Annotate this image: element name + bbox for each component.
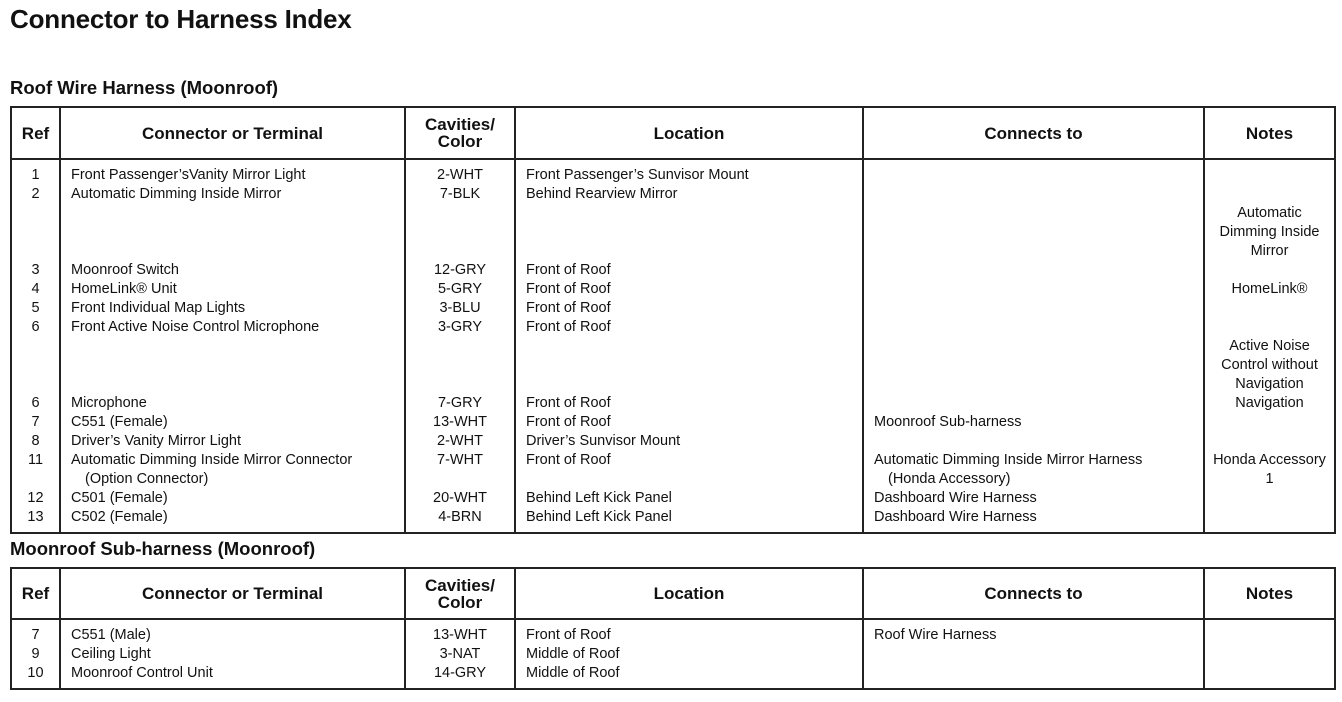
cell-location: Behind Left Kick Panel [515,489,863,508]
notes-text: Honda Accessory [1213,452,1326,468]
cell-cavities: 2-WHT [405,432,515,451]
notes-spacer [1207,185,1332,204]
cell-location: Front of Roof [515,394,863,413]
cell-notes [1204,451,1335,489]
cell-connector [60,280,405,299]
table-row [11,619,1335,645]
notes-text: Dimming Inside [1219,224,1320,240]
cavities-header-line2: Color [437,592,483,612]
connects-to-text: Automatic Dimming Inside Mirror Harness [874,452,1143,468]
moonroof-sub-harness-rows [11,619,1335,689]
column-header-notes: Notes [1204,568,1335,619]
table-row [11,413,1335,432]
table-row [11,185,1335,261]
notes-text: Navigation [1235,395,1304,411]
column-header-connector: Connector or Terminal [60,107,405,159]
cell-ref: 10 [11,664,60,689]
cell-connects-to [863,159,1204,185]
connects-to-text: Roof Wire Harness [874,627,997,643]
connector-name: Microphone [71,395,147,411]
cell-ref: 6 [11,318,60,394]
cell-cavities: 2-WHT [405,159,515,185]
connector-name: C501 (Female) [71,490,168,506]
cell-connects-to [863,299,1204,318]
cell-location: Front of Roof [515,280,863,299]
column-header-cavities [405,107,515,159]
column-header-notes: Notes [1204,107,1335,159]
cell-ref: 9 [11,645,60,664]
cell-location: Middle of Roof [515,664,863,689]
connector-name: Automatic Dimming Inside Mirror Connector [71,452,353,468]
cell-connector [60,432,405,451]
cell-location: Front of Roof [515,413,863,432]
table-row [11,664,1335,689]
cell-location: Behind Left Kick Panel [515,508,863,533]
connector-name: Ceiling Light [71,646,151,662]
connector-name: C551 (Male) [71,627,151,643]
cell-cavities: 3-GRY [405,318,515,394]
cell-ref: 4 [11,280,60,299]
cell-ref: 1 [11,159,60,185]
cell-connects-to [863,413,1204,432]
section-title-roof-wire-harness: Roof Wire Harness (Moonroof) [10,77,279,98]
connector-name: HomeLink® Unit [71,281,177,297]
cell-connector [60,508,405,533]
connects-to-text: Dashboard Wire Harness [874,509,1037,525]
cell-connector [60,451,405,489]
cell-ref: 7 [11,619,60,645]
cell-connector [60,489,405,508]
cell-notes [1204,645,1335,664]
cell-cavities: 7-GRY [405,394,515,413]
cell-cavities: 12-GRY [405,261,515,280]
cell-notes [1204,159,1335,185]
cell-ref: 5 [11,299,60,318]
cell-location: Front of Roof [515,619,863,645]
cell-connector [60,413,405,432]
column-header-ref: Ref [11,107,60,159]
cell-location: Front of Roof [515,318,863,394]
cell-cavities: 13-WHT [405,413,515,432]
cell-connects-to [863,664,1204,689]
column-header-connects-to: Connects to [863,568,1204,619]
roof-wire-harness-table [10,106,1336,534]
notes-text: Control without [1221,357,1318,373]
cell-notes [1204,432,1335,451]
cell-ref: 8 [11,432,60,451]
cell-ref: 2 [11,185,60,261]
cell-notes [1204,664,1335,689]
cell-ref: 11 [11,451,60,489]
notes-text: Mirror [1250,243,1289,259]
cell-ref: 12 [11,489,60,508]
connector-name: Front Passenger’sVanity Mirror Light [71,167,306,183]
table-header-row [11,107,1335,159]
cell-connects-to [863,619,1204,645]
connects-to-text: Dashboard Wire Harness [874,490,1037,506]
cell-notes [1204,299,1335,318]
cell-ref: 6 [11,394,60,413]
notes-text: Automatic [1237,205,1302,221]
connector-name: Moonroof Switch [71,262,179,278]
table-row [11,280,1335,299]
column-header-connects-to: Connects to [863,107,1204,159]
cell-location: Behind Rearview Mirror [515,185,863,261]
table-row [11,318,1335,394]
connects-to-text: Moonroof Sub-harness [874,414,1022,430]
table-header-row [11,568,1335,619]
table-row [11,261,1335,280]
table-row [11,394,1335,413]
cell-connector [60,318,405,394]
connector-name: Driver’s Vanity Mirror Light [71,433,242,449]
column-header-ref: Ref [11,568,60,619]
moonroof-sub-harness-table [10,567,1336,690]
roof-wire-harness-rows [11,159,1335,533]
cell-connector [60,619,405,645]
table-row [11,489,1335,508]
cell-cavities: 20-WHT [405,489,515,508]
cell-ref: 7 [11,413,60,432]
table-row [11,159,1335,185]
cell-connector [60,159,405,185]
cavities-header-line1: Cavities/ [425,575,495,595]
cell-cavities: 7-WHT [405,451,515,489]
cell-location: Middle of Roof [515,645,863,664]
cell-cavities: 5-GRY [405,280,515,299]
table-row [11,432,1335,451]
cell-notes [1204,318,1335,394]
cell-notes [1204,394,1335,413]
notes-text: 1 [1265,471,1274,487]
cell-notes [1204,261,1335,280]
cell-notes [1204,508,1335,533]
connector-name: C551 (Female) [71,414,168,430]
cell-connector [60,645,405,664]
cell-cavities: 13-WHT [405,619,515,645]
table-row [11,508,1335,533]
cell-cavities: 7-BLK [405,185,515,261]
cell-notes [1204,413,1335,432]
cell-ref: 13 [11,508,60,533]
table-row [11,645,1335,664]
connects-to-subtext: (Honda Accessory) [888,471,1011,487]
cell-connects-to [863,432,1204,451]
cell-cavities: 14-GRY [405,664,515,689]
table-row [11,299,1335,318]
cell-connector [60,261,405,280]
cell-connector [60,394,405,413]
table-row [11,451,1335,489]
cell-connects-to [863,645,1204,664]
cell-connector [60,185,405,261]
connector-name: Moonroof Control Unit [71,665,213,681]
cell-connects-to [863,451,1204,489]
connector-subtext: (Option Connector) [85,471,209,487]
cell-connector [60,664,405,689]
cell-location: Front Passenger’s Sunvisor Mount [515,159,863,185]
notes-text: Navigation [1235,376,1304,392]
notes-text: Active Noise [1229,338,1310,354]
column-header-location: Location [515,107,863,159]
connector-name: Front Individual Map Lights [71,300,246,316]
cell-connects-to [863,318,1204,394]
cell-notes [1204,619,1335,645]
cell-cavities: 3-BLU [405,299,515,318]
column-header-cavities [405,568,515,619]
cell-notes [1204,489,1335,508]
connector-name: Front Active Noise Control Microphone [71,319,320,335]
cell-location: Front of Roof [515,261,863,280]
cell-location: Driver’s Sunvisor Mount [515,432,863,451]
cell-location: Front of Roof [515,299,863,318]
connector-name: Automatic Dimming Inside Mirror [71,186,282,202]
cell-cavities: 4-BRN [405,508,515,533]
cell-notes [1204,280,1335,299]
notes-text: HomeLink® [1231,281,1308,297]
cell-ref: 3 [11,261,60,280]
notes-spacer [1207,318,1332,337]
cell-connects-to [863,280,1204,299]
cell-location: Front of Roof [515,451,863,489]
cell-connects-to [863,508,1204,533]
cell-notes [1204,185,1335,261]
cavities-header-line1: Cavities/ [425,115,495,134]
cell-connects-to [863,489,1204,508]
cell-cavities: 3-NAT [405,645,515,664]
column-header-connector: Connector or Terminal [60,568,405,619]
section-title-moonroof-sub-harness: Moonroof Sub-harness (Moonroof) [10,538,316,559]
cell-connector [60,299,405,318]
cell-connects-to [863,261,1204,280]
page-title: Connector to Harness Index [10,4,352,34]
connector-name: C502 (Female) [71,509,168,525]
cell-connects-to [863,394,1204,413]
cavities-header-line2: Color [437,132,483,151]
cell-connects-to [863,185,1204,261]
column-header-location: Location [515,568,863,619]
